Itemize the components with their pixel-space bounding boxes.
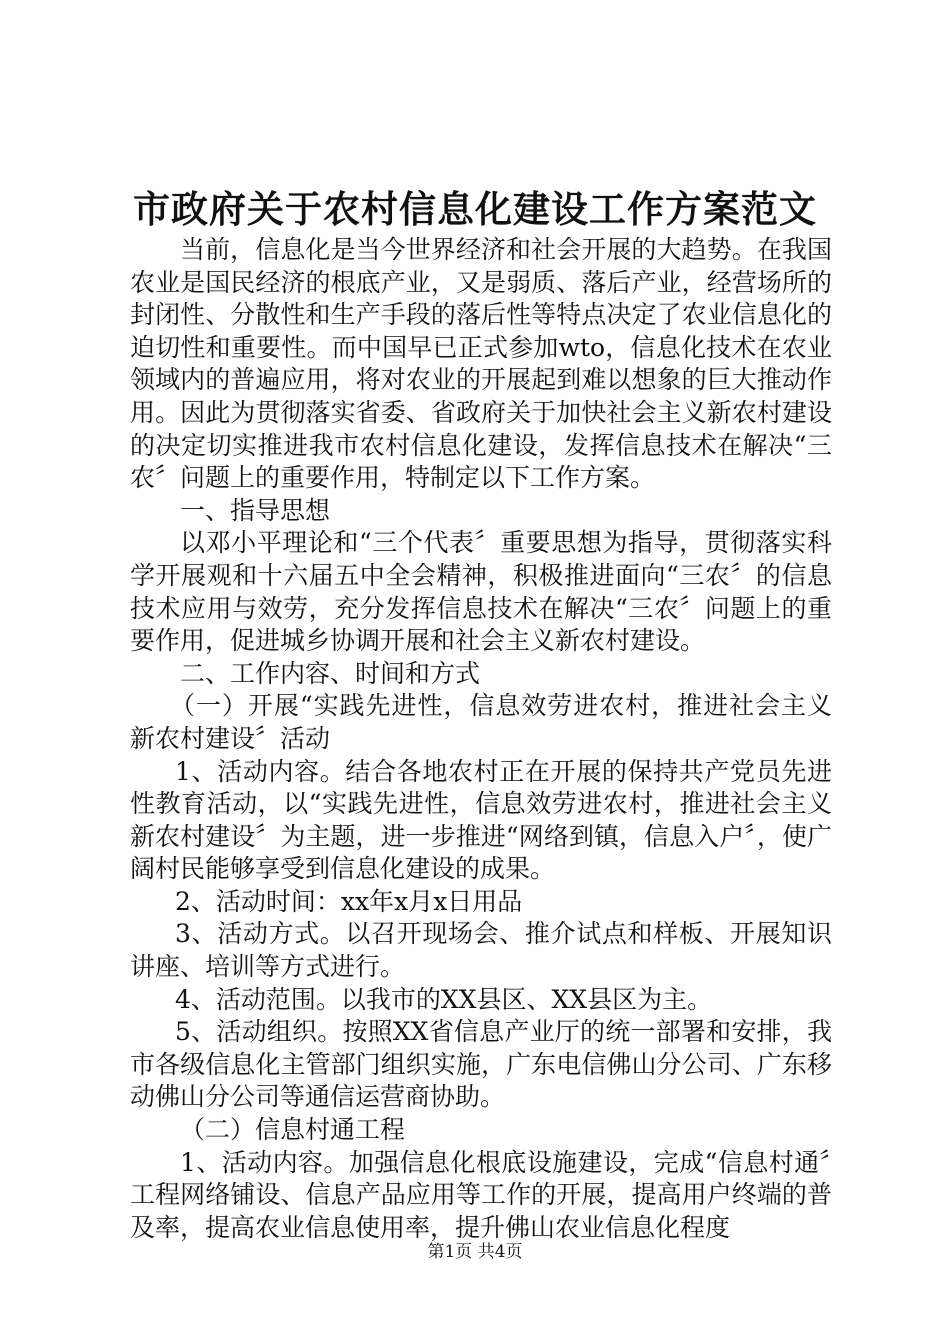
paragraph-activity-organization: 5、活动组织。按照XX省信息产业厅的统一部署和安排，我市各级信息化主管部门组织实施，广东电信佛山分公司、广东移动佛山分公司等通信运营商协助。 xyxy=(130,1017,832,1112)
subheading-activity-one: （一）开展“实践先进性，信息效劳进农村，推进社会主义新农村建设〞活动 xyxy=(130,691,832,753)
subheading-info-village: （二）信息村通工程 xyxy=(180,1115,406,1145)
paragraph-intro: 当前，信息化是当今世界经济和社会开展的大趋势。在我国农业是国民经济的根底产业，又是弱质、落后产业，经营场所的封闭性、分散性和生产手段的落后性等特点决定了农业信息化的迫切性和重要性。而中国早已正式参加wto，信息化技术在农业领域内的普遍应用，将对农业的开展起到难以想象的巨大推动作用。因此为贯彻落实省委、省政府关于加快社会主义新农村建设的决定切实推进我市农村信息化建设，发挥信息技术在解决“三农〞问题上的重要作用，特制定以下工作方案。 xyxy=(130,235,832,493)
paragraph-activity-content: 1、活动内容。结合各地农村正在开展的保持共产党员先进性教育活动，以“实践先进性，信息效劳进农村，推进社会主义新农村建设〞为主题，进一步推进“网络到镇，信息入户〞，使广阔村民能够享受到信息化建设的成果。 xyxy=(130,756,832,884)
page-footer: 第1页 共4页 xyxy=(427,1242,523,1262)
paragraph-activity-method: 3、活动方式。以召开现场会、推介试点和样板、开展知识讲座、培训等方式进行。 xyxy=(130,919,832,982)
heading-work-content: 二、工作内容、时间和方式 xyxy=(180,658,481,688)
paragraph-activity-time: 2、活动时间：xx年x月x日用品 xyxy=(175,886,523,916)
paragraph-activity-scope: 4、活动范围。以我市的XX县区、XX县区为主。 xyxy=(175,984,713,1014)
document-title: 市政府关于农村信息化建设工作方案范文 xyxy=(133,187,817,231)
paragraph-info-village-content: 1、活动内容。加强信息化根底设施建设，完成“信息村通〞工程网络铺设、信息产品应用等工作的开展，提高用户终端的普及率，提高农业信息使用率，提升佛山农业信息化程度 xyxy=(130,1147,832,1242)
paragraph-guiding-ideology: 以邓小平理论和“三个代表〞重要思想为指导，贯彻落实科学开展观和十六届五中全会精神，积极推进面向“三农〞的信息技术应用与效劳，充分发挥信息技术在解决“三农〞问题上的重要作用，促进城乡协调开展和社会主义新农村建设。 xyxy=(130,528,832,656)
heading-guiding-ideology: 一、指导思想 xyxy=(180,495,331,525)
document-body xyxy=(130,234,832,1244)
